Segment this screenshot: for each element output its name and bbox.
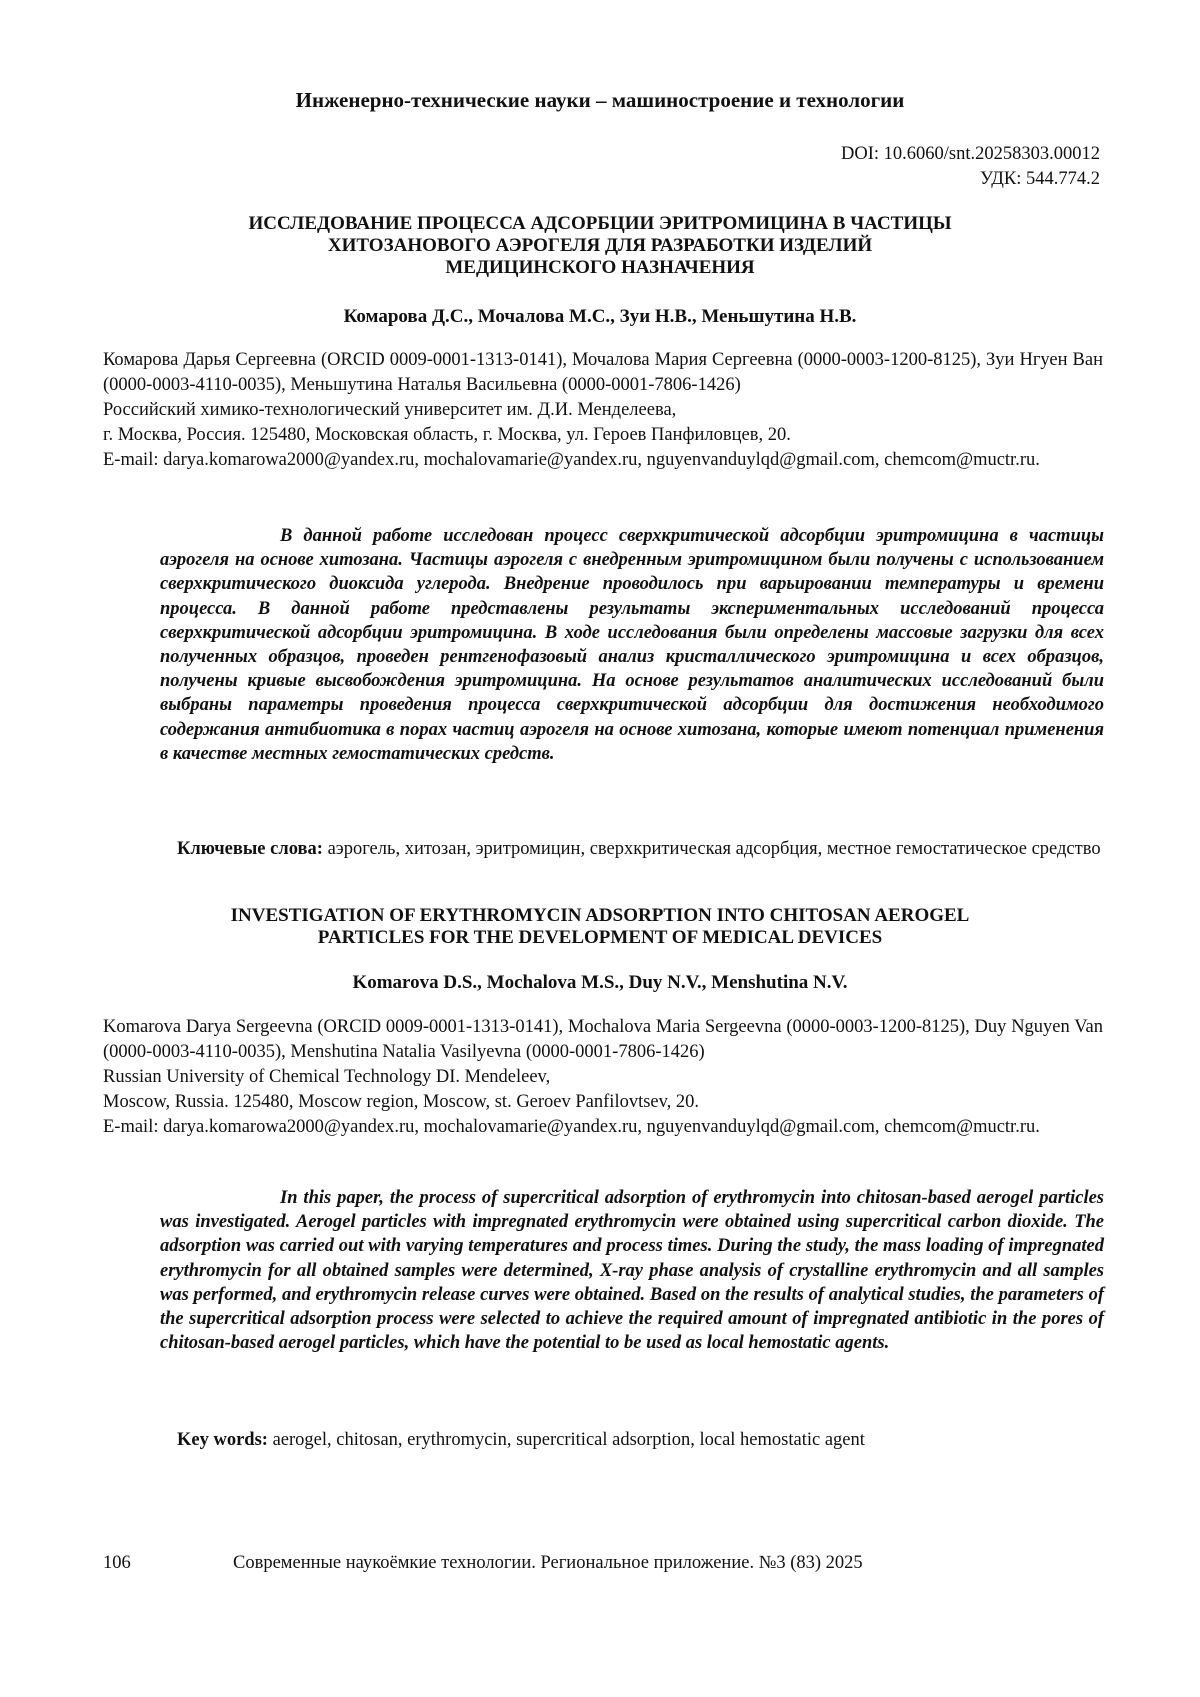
ru-keywords (103, 837, 1103, 862)
ru-affiliation-org: Российский химико-технологический университет им. Д.И. Менделеева, (103, 400, 677, 420)
ru-title-line: ХИТОЗАНОВОГО АЭРОГЕЛЯ ДЛЯ РАЗРАБОТКИ ИЗДЕЛИЙ (327, 235, 873, 256)
ru-title (160, 213, 1040, 279)
page-number: 106 (103, 1553, 131, 1573)
en-abstract: In this paper, the process of supercritical adsorption of erythromycin into chitosan-based aerogel particles was investigated. Aerogel particles with impregnated erythromycin were obtained using supercritical carbon dioxide. The adsorption was carried out with varying temperatures and process times. During the study, the mass loading of impregnated erythromycin for all obtained samples were determined, X-ray phase analysis of crystalline erythromycin and all samples was performed, and erythromycin release curves were obtained. Based on the results of analytical studies, the parameters of the supercritical adsorption process were selected to achieve the required amount of impregnated antibiotic in the pores of chitosan-based aerogel particles, which have the potential to be used as local hemostatic agents. (160, 1188, 1104, 1354)
en-keywords (103, 1428, 1103, 1453)
doi: DOI: 10.6060/snt.20258303.00012 (841, 144, 1100, 164)
ru-title-line: ИССЛЕДОВАНИЕ ПРОЦЕССА АДСОРБЦИИ ЭРИТРОМИЦИНА В ЧАСТИЦЫ (248, 213, 952, 234)
ru-affiliation-address: г. Москва, Россия. 125480, Московская область, г. Москва, ул. Героев Панфиловцев, 20. (103, 425, 791, 445)
en-keywords-label: Key words: (177, 1430, 268, 1450)
en-affiliation-org: Russian University of Chemical Technology DI. Mendeleev, (103, 1067, 551, 1087)
en-affiliation-people: Komarova Darya Sergeevna (ORCID 0009-0001-1313-0141), Mochalova Maria Sergeevna (0000-0003-1200-8125), Duy Nguyen Van (0000-0003-4110-0035), Menshutina Natalia Vasilyevna (0000-0001-7806-1426) (103, 1017, 1103, 1062)
en-affiliation-email: E-mail: darya.komarowa2000@yandex.ru, mochalovamarie@yandex.ru, nguyenvanduylqd@gmail.com, chemcom@muctr.ru. (103, 1117, 1040, 1137)
ru-authors: Комарова Д.С., Мочалова М.С., Зуи Н.В., Меньшутина Н.В. (343, 306, 857, 327)
en-title-line: PARTICLES FOR THE DEVELOPMENT OF MEDICAL DEVICES (317, 927, 883, 948)
en-keywords-list: aerogel, chitosan, erythromycin, supercritical adsorption, local hemostatic agent (267, 1430, 865, 1450)
en-title (160, 905, 1040, 949)
en-title-line: INVESTIGATION OF ERYTHROMYCIN ADSORPTION INTO CHITOSAN AEROGEL (230, 905, 970, 926)
ru-title-line: МЕДИЦИНСКОГО НАЗНАЧЕНИЯ (445, 257, 755, 278)
ru-keywords-list: аэрогель, хитозан, эритромицин, сверхкритическая адсорбция, местное гемостатическое средство (322, 839, 1101, 859)
en-authors: Komarova D.S., Mochalova M.S., Duy N.V., Menshutina N.V. (352, 972, 848, 993)
ru-affiliation (103, 348, 1103, 473)
journal-name: Современные наукоёмкие технологии. Региональное приложение. №3 (83) 2025 (233, 1553, 863, 1573)
ru-abstract: В данной работе исследован процесс сверхкритической адсорбции эритромицина в частицы аэрогеля на основе хитозана. Частицы аэрогеля с внедренным эритромицином были получены с использованием сверхкритического диоксида углерода. Внедрение проводилось при варьировании температуры и времени процесса. В данной работе представлены результаты экспериментальных исследований процесса сверхкритической адсорбции эритромицина. В ходе исследования были определены массовые загрузки для всех полученных образцов, проведен рентгенофазовый анализ кристаллического эритромицина и всех образцов, получены кривые высвобождения эритромицина. На основе результатов аналитических исследований были выбраны параметры проведения процесса сверхкритической адсорбции для достижения необходимого содержания антибиотика в порах частиц аэрогеля на основе хитозана, которые имеют потенциал применения в качестве местных гемостатических средств. (160, 526, 1104, 764)
ru-affiliation-people: Комарова Дарья Сергеевна (ORCID 0009-0001-1313-0141), Мочалова Мария Сергеевна (0000-0003-1200-8125), Зуи Нгуен Ван (0000-0003-4110-0035), Меньшутина Наталья Васильевна (0000-0001-7806-1426) (103, 350, 1103, 395)
ru-affiliation-email: E-mail: darya.komarowa2000@yandex.ru, mochalovamarie@yandex.ru, nguyenvanduylqd@gmail.com, chemcom@muctr.ru. (103, 450, 1040, 470)
ru-keywords-label: Ключевые слова: (177, 839, 323, 859)
udk: УДК: 544.774.2 (980, 169, 1100, 189)
section-header: Инженерно-технические науки – машиностроение и технологии (295, 88, 905, 112)
article-identifiers (841, 142, 1100, 192)
en-affiliation-address: Moscow, Russia. 125480, Moscow region, Moscow, st. Geroev Panfilovtsev, 20. (103, 1092, 700, 1112)
en-affiliation (103, 1015, 1103, 1140)
